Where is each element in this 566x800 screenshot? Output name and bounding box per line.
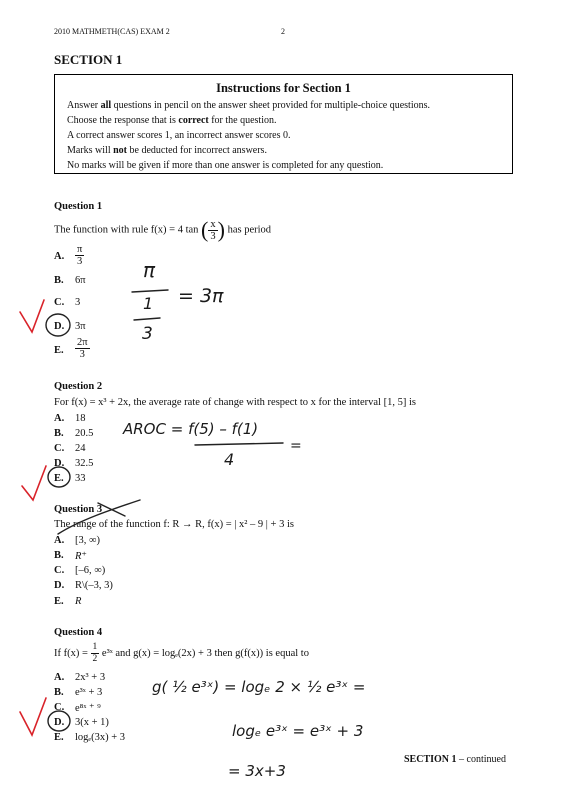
question-4-title: Question 4: [54, 627, 103, 638]
option-letter[interactable]: A.: [54, 535, 65, 546]
exam-header: 2010 MATHMETH(CAS) EXAM 2: [54, 27, 170, 36]
section-title: SECTION 1: [54, 52, 123, 67]
question-1-stem: The function with rule f(x) = 4 tan ( $\frac{x}{3}$ ) has period: [54, 217, 272, 242]
q1-check-icon: [20, 300, 44, 332]
option-letter[interactable]: E.: [54, 345, 64, 356]
option-value: e⁸ˣ ⁺ ⁹: [75, 703, 101, 714]
option-letter[interactable]: B.: [54, 275, 64, 286]
handwriting-q1-bar-2: [134, 318, 160, 320]
option-letter[interactable]: D.: [54, 321, 65, 332]
instruction-line: A correct answer scores 1, an incorrect answer scores 0.: [67, 130, 291, 141]
q2-check-icon: [22, 466, 46, 500]
handwriting-q2-denominator: 4: [224, 450, 235, 469]
option-letter[interactable]: A.: [54, 672, 65, 683]
option-value: R⁺: [75, 551, 87, 562]
option-letter[interactable]: A.: [54, 251, 65, 262]
option-letter[interactable]: B.: [54, 428, 64, 439]
option-letter[interactable]: E.: [54, 473, 64, 484]
option-value: e³ˣ + 3: [75, 687, 103, 698]
question-2-title: Question 2: [54, 381, 103, 392]
question-2-stem: For f(x) = x³ + 2x, the average rate of change with respect to x for the interval [1, 5] is: [54, 397, 416, 408]
option-value: 24: [75, 443, 86, 454]
section-continued: SECTION 1 – continued: [404, 754, 506, 765]
option-value: 33: [75, 473, 86, 484]
handwriting-q1-result: = 3π: [178, 285, 224, 307]
instruction-line: Choose the response that is correct for the question.: [67, 115, 277, 126]
option-letter[interactable]: E.: [54, 732, 64, 743]
option-letter[interactable]: C.: [54, 297, 65, 308]
instructions-title: Instructions for Section 1: [216, 81, 351, 95]
instruction-line: Marks will not be deducted for incorrect answers.: [67, 145, 267, 156]
option-value: [3, ∞): [75, 535, 100, 546]
handwriting-q4-line1: g( ½ e³ˣ) = logₑ 2 × ½ e³ˣ =: [152, 678, 366, 696]
handwriting-q4-line3: = 3x+3: [228, 762, 286, 780]
question-3-title: Question 3: [54, 504, 103, 515]
handwriting-q1-bar-1: [132, 290, 168, 292]
option-value: 32.5: [75, 458, 94, 469]
option-value: logₑ(3x) + 3: [75, 732, 126, 743]
option-letter[interactable]: D.: [54, 458, 65, 469]
page-number: 2: [281, 27, 285, 36]
option-letter[interactable]: C.: [54, 443, 65, 454]
option-value: [–6, ∞): [75, 565, 106, 576]
instructions-box: [54, 74, 513, 174]
option-value: R\(–3, 3): [75, 580, 113, 591]
instruction-line: No marks will be given if more than one answer is completed for any question.: [67, 160, 384, 171]
option-letter[interactable]: C.: [54, 702, 65, 713]
option-value: R: [75, 596, 82, 607]
option-letter[interactable]: C.: [54, 565, 65, 576]
question-3-stem: The range of the function f: R → R, f(x) = | x² – 9 | + 3 is: [54, 519, 294, 530]
option-value: 6π: [75, 275, 86, 286]
option-value: 3π: [75, 321, 86, 332]
option-letter[interactable]: B.: [54, 550, 64, 561]
option-value: $\frac{2\pi}{3}$: [77, 337, 88, 360]
option-letter[interactable]: B.: [54, 687, 64, 698]
option-value: 20.5: [75, 428, 94, 439]
option-letter[interactable]: E.: [54, 596, 64, 607]
option-value: 2x³ + 3: [75, 672, 106, 683]
option-value: 3(x + 1): [75, 717, 109, 728]
handwriting-q1-one: 1: [143, 294, 154, 313]
handwriting-q2-equals: =: [290, 438, 302, 454]
handwriting-q1-numerator: π: [143, 258, 156, 282]
handwriting-q1-three: 3: [142, 324, 153, 344]
q4-check-icon: [20, 698, 46, 735]
instruction-line: Answer all questions in pencil on the answer sheet provided for multiple-choice questions.: [67, 100, 430, 111]
option-letter[interactable]: A.: [54, 413, 65, 424]
handwriting-q4-line2: logₑ e³ˣ = e³ˣ + 3: [232, 722, 364, 740]
handwriting-q2-bar: [195, 443, 283, 445]
option-value: $\frac{\pi}{3}$: [77, 244, 83, 267]
question-1-title: Question 1: [54, 201, 103, 212]
option-letter[interactable]: D.: [54, 580, 65, 591]
question-4-stem: If f(x) = $\frac{1}{2}$ e³ˣ and g(x) = logₑ(2x) + 3 then g(f(x)) is equal to: [54, 642, 309, 664]
option-value: 3: [75, 297, 81, 308]
option-letter[interactable]: D.: [54, 717, 65, 728]
handwriting-q2-aroc: AROC = f(5) – f(1): [123, 420, 259, 438]
option-value: 18: [75, 413, 86, 424]
